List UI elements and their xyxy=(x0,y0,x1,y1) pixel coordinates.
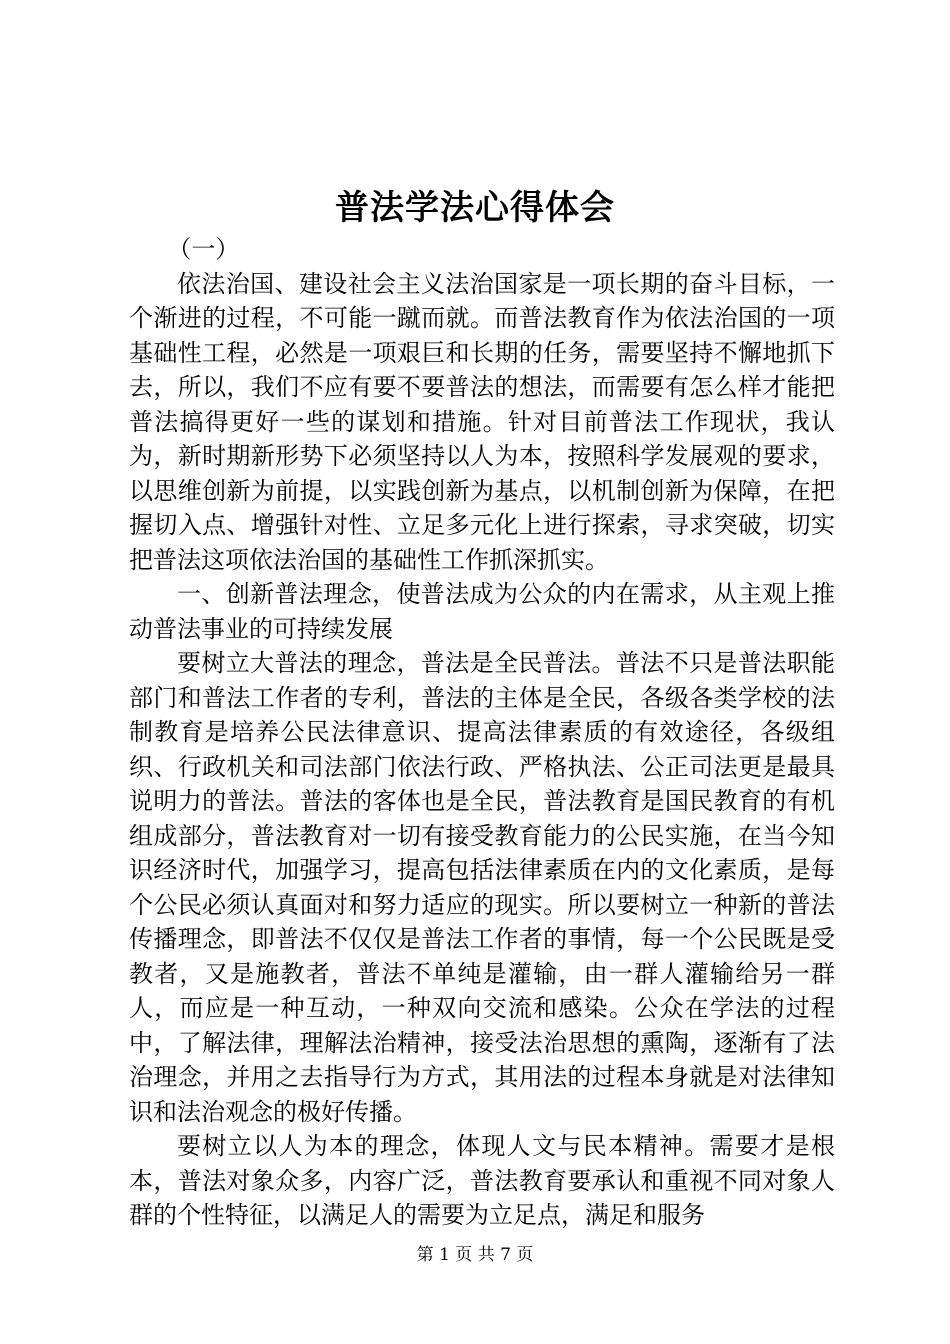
section-heading: 一、创新普法理念，使普法成为公众的内在需求，从主观上推动普法事业的可持续发展 xyxy=(129,580,835,643)
paragraph: 要树立以人为本的理念，体现人文与民本精神。需要才是根本，普法对象众多，内容广泛，普法教育要承认和重视不同对象人群的个性特征，以满足人的需要为立足点，满足和服务 xyxy=(129,1132,835,1229)
section-number: （一） xyxy=(167,235,240,263)
document-body xyxy=(129,232,835,1233)
document-title: 普法学法心得体会 xyxy=(335,188,615,228)
paragraph: 依法治国、建设社会主义法治国家是一项长期的奋斗目标，一个渐进的过程，不可能一蹴而就。而普法教育作为依法治国的一项基础性工程，必然是一项艰巨和长期的任务，需要坚持不懈地抓下去，所以，我们不应有要不要普法的想法，而需要有怎么样才能把普法搞得更好一些的谋划和措施。针对目前普法工作现状，我认为，新时期新形势下必须坚持以人为本，按照科学发展观的要求，以思维创新为前提，以实践创新为基点，以机制创新为保障，在把握切入点、增强针对性、立足多元化上进行探索，寻求突破，切实把普法这项依法治国的基础性工作抓深抓实。 xyxy=(129,269,835,574)
page-footer: 第 1 页 共 7 页 xyxy=(416,1245,534,1265)
paragraph: 要树立大普法的理念，普法是全民普法。普法不只是普法职能部门和普法工作者的专利，普法的主体是全民，各级各类学校的法制教育是培养公民法律意识、提高法律素质的有效途径，各级组织、行政机关和司法部门依法行政、严格执法、公正司法更是最具说明力的普法。普法的客体也是全民，普法教育是国民教育的有机组成部分，普法教育对一切有接受教育能力的公民实施，在当今知识经济时代，加强学习，提高包括法律素质在内的文化素质，是每个公民必须认真面对和努力适应的现实。所以要树立一种新的普法传播理念，即普法不仅仅是普法工作者的事情，每一个公民既是受教者，又是施教者，普法不单纯是灌输，由一群人灌输给另一群人，而应是一种互动，一种双向交流和感染。公众在学法的过程中，了解法律，理解法治精神，接受法治思想的熏陶，逐渐有了法治理念，并用之去指导行为方式，其用法的过程本身就是对法律知识和法治观念的极好传播。 xyxy=(129,649,835,1126)
